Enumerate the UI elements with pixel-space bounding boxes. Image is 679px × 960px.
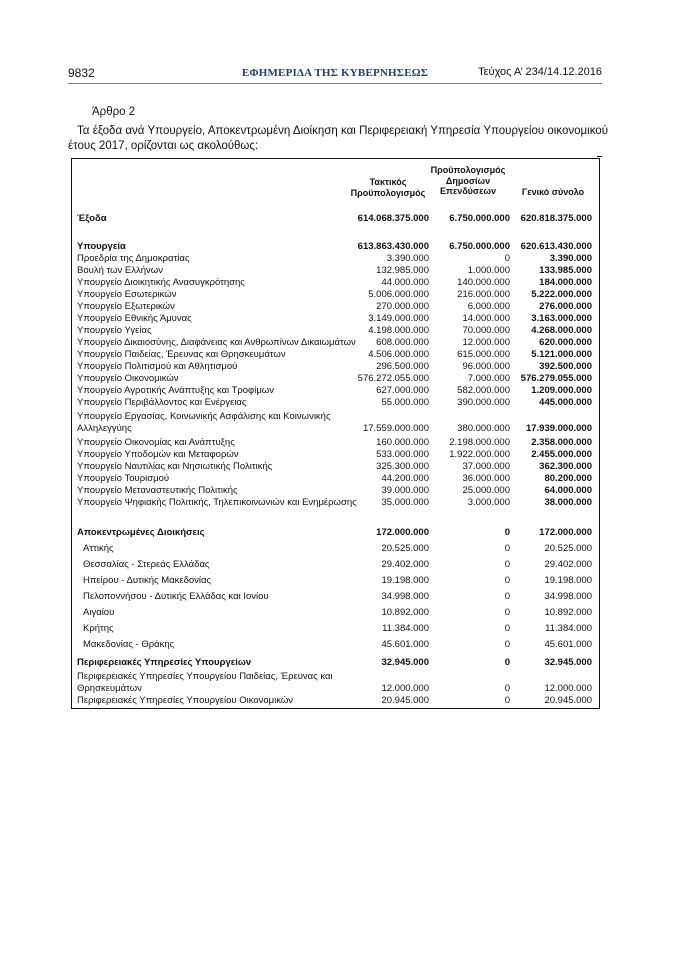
table-row: Μακεδονίας - Θράκης 45.601.000 0 45.601.000 [83, 639, 592, 650]
table-row: Θρησκευμάτων 12.000.000 0 12.000.000 [77, 683, 592, 694]
table-row: Υπουργείο Εξωτερικών 270.000.000 6.000.000 276.000.000 [77, 301, 592, 312]
column-header-grand-total: Γενικό σύνολο [521, 187, 585, 197]
table-row: Υπουργείο Περιβάλλοντος και Ενέργειας 55.000.000 390.000.000 445.000.000 [77, 397, 592, 408]
issue-number: Τεύχος Α’ 234/14.12.2016 [478, 66, 602, 78]
table-row: Περιφερειακές Υπηρεσίες Υπουργείων 32.945.000 0 32.945.000 [77, 657, 592, 668]
table-row: Υπουργείο Τουρισμού 44.200.000 36.000.000 80.200.000 [77, 473, 592, 484]
table-row: Υπουργείο Παιδείας, Έρευνας και Θρησκευμάτων 4.506.000.000 615.000.000 5.121.000.000 [77, 349, 592, 360]
table-row: Υπουργείο Αγροτικής Ανάπτυξης και Τροφίμων 627.000.000 582.000.000 1.209.000.000 [77, 385, 592, 396]
article-title: Άρθρο 2 [92, 106, 136, 118]
page-header [68, 66, 602, 82]
table-corner-mark [597, 156, 602, 157]
table-row: Ηπείρου - Δυτικής Μακεδονίας 19.198.000 0 19.198.000 [83, 575, 592, 586]
table-row: Πελοποννήσου - Δυτικής Ελλάδας και Ιονίου 34.998.000 0 34.998.000 [83, 591, 592, 602]
table-row: Υπουργείο Εθνικής Άμυνας 3.149.000.000 14.000.000 3.163.000.000 [77, 313, 592, 324]
table-row: Υπουργείο Υγείας 4.198.000.000 70.000.000 4.268.000.000 [77, 325, 592, 336]
column-header-regular-budget: Τακτικός Προϋπολογισμός [350, 177, 426, 198]
page-number: 9832 [68, 66, 95, 80]
table-row: Κρήτης 11.384.000 0 11.384.000 [83, 623, 592, 634]
expenses-table [71, 158, 600, 709]
table-row: Υπουργείο Εσωτερικών 5.006.000.000 216.000.000 5.222.000.000 [77, 289, 592, 300]
table-row: Υπουργείο Ναυτιλίας και Νησιωτικής Πολιτικής 325.300.000 37.000.000 362.300.000 [77, 461, 592, 472]
article-intro: Τα έξοδα ανά Υπουργείο, Αποκεντρωμένη Διοίκηση και Περιφερειακή Υπηρεσία Υπουργείου οικονομικού έτους 2017, ορίζονται ως ακολούθως: [68, 125, 608, 152]
table-row: Προεδρία της Δημοκρατίας 3.390.000 0 3.390.000 [77, 253, 592, 264]
header-rule [68, 83, 602, 84]
column-header-public-investment: Προϋπολογισμός Δημοσίων Επενδύσεων [430, 165, 506, 196]
table-row: Αιγαίου 10.892.000 0 10.892.000 [83, 607, 592, 618]
table-row: Υπουργεία 613.863.430.000 6.750.000.000 620.613.430.000 [77, 241, 592, 252]
table-row: Υπουργείο Οικονομικών 576.272.055.000 7.000.000 576.279.055.000 [77, 373, 592, 384]
table-row: Υπουργείο Μεταναστευτικής Πολιτικής 39.000.000 25.000.000 64.000.000 [77, 485, 592, 496]
table-row: Αποκεντρωμένες Διοικήσεις 172.000.000 0 172.000.000 [77, 527, 592, 538]
table-row: Υπουργείο Ψηφιακής Πολιτικής, Τηλεπικοινωνιών και Ενημέρωσης 35.000.000 3.000.000 38.000.000 [77, 497, 592, 508]
table-row: Αττικής 20.525.000 0 20.525.000 [83, 543, 592, 554]
table-row: Υπουργείο Εργασίας, Κοινωνικής Ασφάλισης και Κοινωνικής [77, 411, 331, 422]
table-row: Αλληλεγγύης 17.559.000.000 380.000.000 17.939.000.000 [77, 423, 592, 434]
table-row: Υπουργείο Διοικητικής Ανασυγκρότησης 44.000.000 140.000.000 184.000.000 [77, 277, 592, 288]
table-row: Υπουργείο Πολιτισμού και Αθλητισμού 296.500.000 96.000.000 392.500.000 [77, 361, 592, 372]
table-row: Βουλή των Ελλήνων 132.985.000 1.000.000 133.985.000 [77, 265, 592, 276]
table-row: Έξοδα 614.068.375.000 6.750.000.000 620.818.375.000 [77, 213, 592, 224]
table-row: Περιφερειακές Υπηρεσίες Υπουργείου Παιδείας, Έρευνας και [77, 671, 333, 682]
table-row: Θεσσαλίας - Στερεάς Ελλάδας 29.402.000 0 29.402.000 [83, 559, 592, 570]
table-row: Υπουργείο Οικονομίας και Ανάπτυξης 160.000.000 2.198.000.000 2.358.000.000 [77, 437, 592, 448]
table-row: Υπουργείο Υποδομών και Μεταφορών 533.000.000 1.922.000.000 2.455.000.000 [77, 449, 592, 460]
gazette-title: ΕΦΗΜΕΡΙΔΑ ΤΗΣ ΚΥΒΕΡΝΗΣΕΩΣ [241, 67, 429, 79]
table-row: Περιφερειακές Υπηρεσίες Υπουργείου Οικονομικών 20.945.000 0 20.945.000 [77, 695, 592, 706]
table-row: Υπουργείο Δικαιοσύνης, Διαφάνειας και Ανθρωπίνων Δικαιωμάτων 608.000.000 12.000.000 620.000.000 [77, 337, 592, 348]
